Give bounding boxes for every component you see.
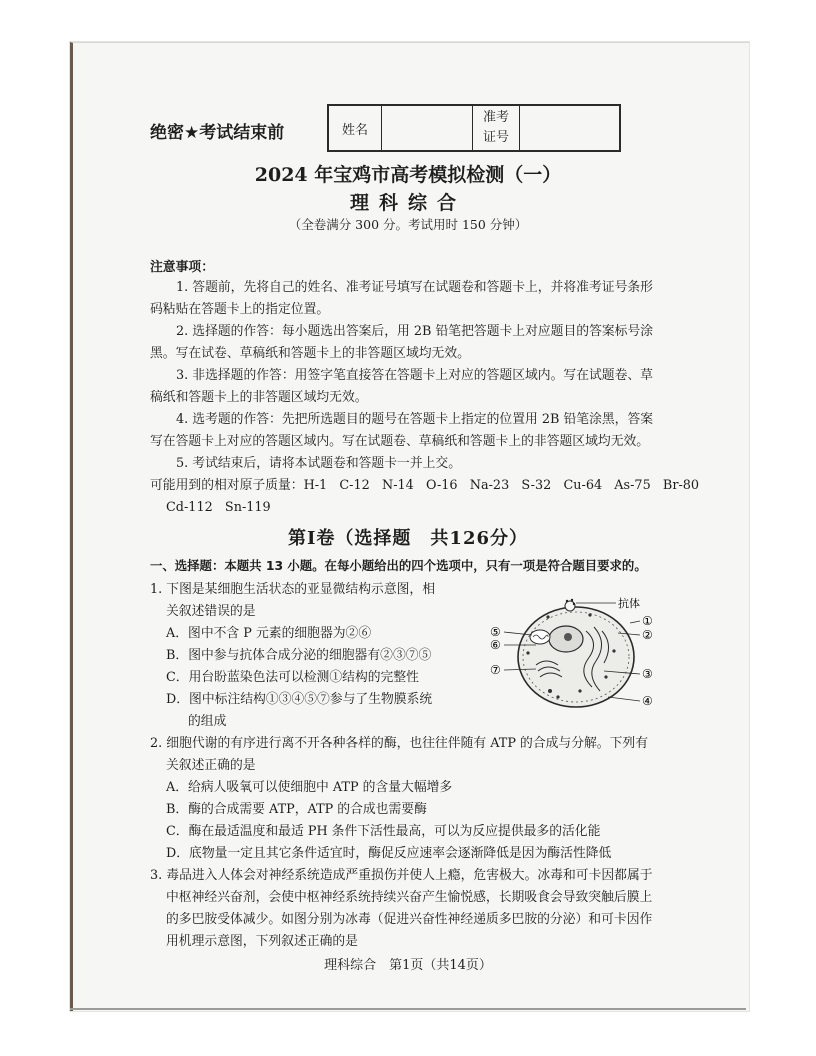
note-2b: 黑。写在试卷、草稿纸和答题卡上的非答题区域均无效。 (150, 346, 470, 361)
exam-id-label (473, 106, 520, 150)
note-1b: 码粘贴在答题卡上的指定位置。 (150, 302, 330, 317)
label-1: ① (642, 614, 653, 628)
exam-id-label-line2: 证号 (482, 130, 509, 145)
exam-title: 2024 年宝鸡市高考模拟检测（一） (254, 164, 562, 186)
section-title: 第Ⅰ卷（选择题 共126分） (288, 528, 528, 549)
label-6: ⑥ (490, 638, 501, 652)
q3-line-b: 中枢神经兴奋剂，会使中枢神经系统持续兴奋产生愉悦感，长期吸食会导致突触后膜上 (166, 890, 653, 905)
exam-id-label-line1: 准考 (482, 110, 509, 125)
q2-option-a[interactable]: A．给病人吸氧可以使细胞中 ATP 的含量大幅增多 (166, 780, 453, 795)
q2-stem-b: 关叙述正确的是 (166, 758, 256, 773)
note-1a: 1. 答题前，先将自己的姓名、准考证号填写在试题卷和答题卡上，并将准考证号条形 (176, 280, 653, 295)
atomic-masses-line1: 可能用到的相对原子质量：H-1 C-12 N-14 O-16 Na-23 S-32 Cu-64 As-75 Br-80 (150, 478, 700, 493)
q3-line-d: 用机理示意图，下列叙述正确的是 (166, 934, 358, 949)
note-5: 5. 考试结束后，请将本试题卷和答题卡一并上交。 (176, 456, 462, 471)
q1-option-a[interactable]: A．图中不含 P 元素的细胞器为②⑥ (166, 626, 372, 641)
label-antibody: 抗体 (618, 597, 640, 610)
q2-option-b[interactable]: B．酶的合成需要 ATP，ATP 的合成也需要酶 (166, 802, 427, 817)
cell-structure-diagram (488, 593, 698, 713)
label-7: ⑦ (490, 663, 501, 677)
nucleolus (564, 633, 572, 641)
q3-line-c: 的多巴胺受体减少。如图分别为冰毒（促进兴奋性神经递质多巴胺的分泌）和可卡因作 (166, 912, 653, 927)
q2-option-c[interactable]: C．酶在最适温度和最适 PH 条件下活性最高，可以为反应提供最多的活化能 (166, 824, 601, 839)
q1-option-d-cont: 的组成 (188, 714, 227, 729)
note-4a: 4. 选考题的作答：先把所选题目的题号在答题卡上指定的位置用 2B 铅笔涂黑，答案 (176, 412, 654, 427)
q1-stem-a: 1. 下图是某细胞生活状态的亚显微结构示意图，相 (150, 582, 436, 597)
page-footer: 理科综合 第1页（共14页） (324, 958, 492, 973)
q1-option-b[interactable]: B．图中参与抗体合成分泌的细胞器有②③⑦⑤ (166, 648, 432, 663)
note-2a: 2. 选择题的作答：每小题选出答案后，用 2B 铅笔把答题卡上对应题目的答案标号涂 (176, 324, 654, 339)
candidate-info-box (327, 104, 621, 152)
exam-id-field[interactable] (520, 106, 619, 150)
confidential-label: 绝密★考试结束前 (150, 123, 285, 143)
cell-membrane (518, 607, 634, 707)
name-label: 姓名 (329, 106, 382, 150)
q3-line-a: 3. 毒品进入人体会对神经系统造成严重损伤并使人上瘾，危害极大。冰毒和可卡因都属于 (150, 868, 653, 883)
label-3: ③ (642, 667, 653, 681)
exam-info: （全卷满分 300 分。考试用时 150 分钟） (288, 217, 528, 232)
q1-option-d[interactable]: D．图中标注结构①③④⑤⑦参与了生物膜系统 (166, 692, 433, 707)
name-field[interactable] (382, 106, 473, 150)
label-4: ④ (642, 694, 653, 708)
secretory-vesicle (565, 601, 575, 611)
notes-heading: 注意事项： (150, 260, 214, 275)
subject-title: 理科综合 (349, 192, 466, 214)
note-3b: 稿纸和答题卡上的非答题区域均无效。 (150, 390, 368, 405)
q1-stem-b: 关叙述错误的是 (166, 604, 256, 619)
label-2: ② (642, 628, 653, 642)
section-instruction: 一、选择题：本题共 13 小题。在每小题给出的四个选项中，只有一项是符合题目要求的。 (150, 558, 647, 573)
label-5: ⑤ (490, 625, 501, 639)
note-4b: 写在答题卡上对应的答题区域内。写在试题卷、草稿纸和答题卡上的非答题区域均无效。 (150, 434, 650, 449)
atomic-masses-line2: Cd-112 Sn-119 (166, 500, 271, 515)
q1-option-c[interactable]: C．用台盼蓝染色法可以检测①结构的完整性 (166, 670, 419, 685)
page-bottom-edge (70, 1008, 746, 1010)
q2-stem-a: 2. 细胞代谢的有序进行离不开各种各样的酶，也往往伴随有 ATP 的合成与分解。下列有 (150, 736, 648, 751)
note-3a: 3. 非选择题的作答：用签字笔直接答在答题卡上对应的答题区域内。写在试题卷、草 (176, 368, 653, 383)
q2-option-d[interactable]: D．底物量一定且其它条件适宜时，酶促反应速率会逐渐降低是因为酶活性降低 (166, 846, 612, 861)
